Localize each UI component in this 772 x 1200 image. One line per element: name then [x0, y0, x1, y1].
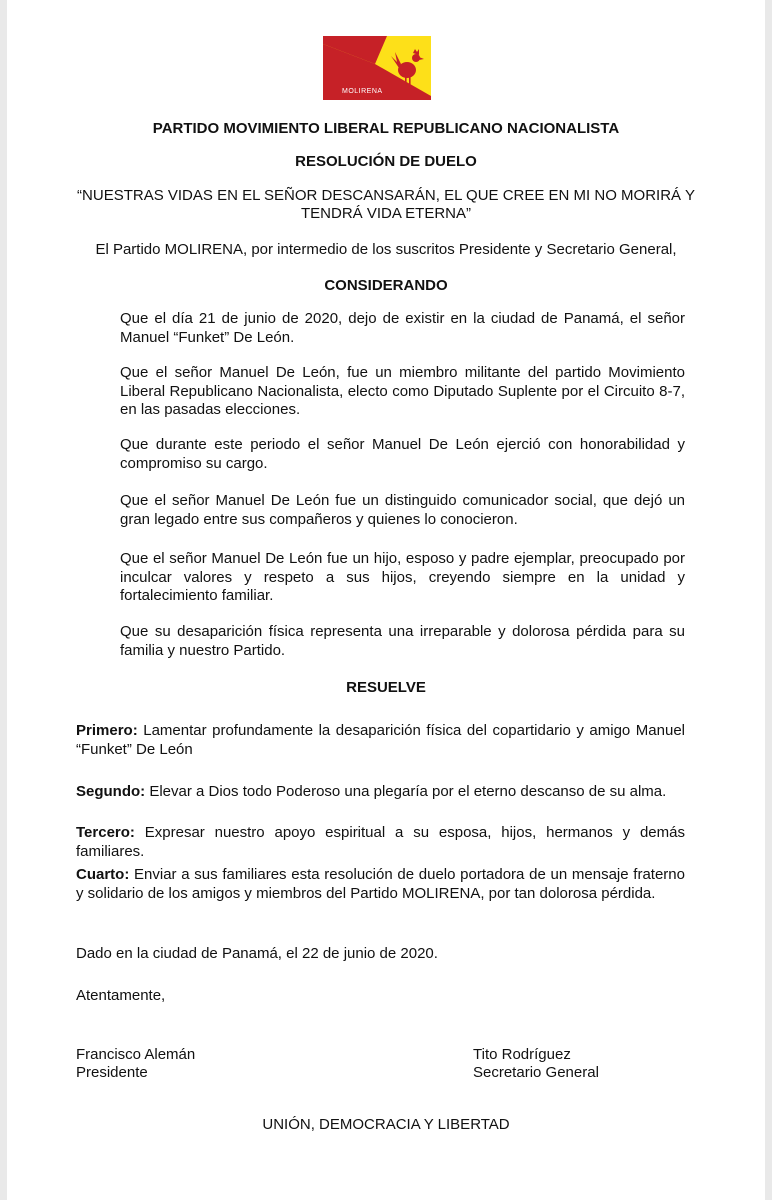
signer-name: Francisco Alemán: [76, 1046, 196, 1063]
considerando-heading: CONSIDERANDO: [324, 277, 448, 294]
considerando-item: Que el señor Manuel De León, fue un miembro militante del partido Movimiento Liberal Republicano Nacionalista, electo como Diputado Suplente por el Circuito 8-7, en las pasadas elecciones.: [120, 364, 685, 418]
quote-line-2: TENDRÁ VIDA ETERNA”: [300, 205, 472, 222]
resuelve-label: Segundo:: [76, 783, 146, 800]
resuelve-item: [76, 783, 685, 802]
resuelve-item: [76, 722, 685, 759]
signer-role: Secretario General: [473, 1064, 599, 1081]
considerando-item: Que durante este periodo el señor Manuel De León ejerció con honorabilidad y compromiso su cargo.: [120, 436, 685, 472]
considerando-item: Que el señor Manuel De León fue un distinguido comunicador social, que dejó un gran legado entre sus compañeros y quienes lo conocieron.: [120, 492, 685, 528]
intro-text: El Partido MOLIRENA, por intermedio de los suscritos Presidente y Secretario General,: [95, 241, 677, 258]
signer-name: Tito Rodríguez: [473, 1046, 571, 1063]
signer-role: Presidente: [76, 1064, 148, 1081]
considerando-item: Que el día 21 de junio de 2020, dejo de existir en la ciudad de Panamá, el señor Manuel “Funket” De León.: [120, 310, 685, 346]
resuelve-label: Primero:: [76, 722, 138, 739]
resuelve-label: Cuarto:: [76, 866, 130, 883]
resuelve-label: Tercero:: [76, 824, 135, 841]
resuelve-text: Lamentar profundamente la desaparición física del copartidario y amigo Manuel “Funket” De León: [76, 722, 685, 758]
resuelve-item: [76, 866, 685, 903]
signature-president: [76, 1046, 195, 1082]
resuelve-text: Enviar a sus familiares esta resolución de duelo portadora de un mensaje fraterno y solidario de los amigos y miembros del Partido MOLIRENA, por tan dolorosa pérdida.: [76, 866, 685, 902]
document-title: RESOLUCIÓN DE DUELO: [295, 153, 477, 170]
resuelve-heading: RESUELVE: [346, 679, 426, 696]
molirena-logo: [323, 36, 431, 100]
considerando-item: Que el señor Manuel De León fue un hijo, esposo y padre ejemplar, preocupado por inculcar valores y respeto a sus hijos, creyendo siempre en la unidad y fortalecimiento familiar.: [120, 550, 685, 604]
party-name: PARTIDO MOVIMIENTO LIBERAL REPUBLICANO NACIONALISTA: [152, 120, 620, 137]
signature-secretary: [473, 1046, 599, 1082]
closing-salutation: Atentamente,: [76, 987, 166, 1004]
resuelve-text: Expresar nuestro apoyo espiritual a su esposa, hijos, hermanos y demás familiares.: [76, 824, 685, 860]
considerando-item: Que su desaparición física representa una irreparable y dolorosa pérdida para su familia y nuestro Partido.: [120, 623, 685, 659]
quote-line-1: “NUESTRAS VIDAS EN EL SEÑOR DESCANSARÁN, EL QUE CREE EN MI NO MORIRÁ Y: [77, 187, 695, 204]
resuelve-text: Elevar a Dios todo Poderoso una plegaría por el eterno descanso de su alma.: [145, 783, 667, 800]
party-motto: UNIÓN, DEMOCRACIA Y LIBERTAD: [262, 1116, 510, 1133]
logo-wordmark: MOLIRENA: [342, 88, 383, 95]
closing-date: Dado en la ciudad de Panamá, el 22 de junio de 2020.: [76, 945, 438, 962]
resuelve-item: [76, 824, 685, 861]
